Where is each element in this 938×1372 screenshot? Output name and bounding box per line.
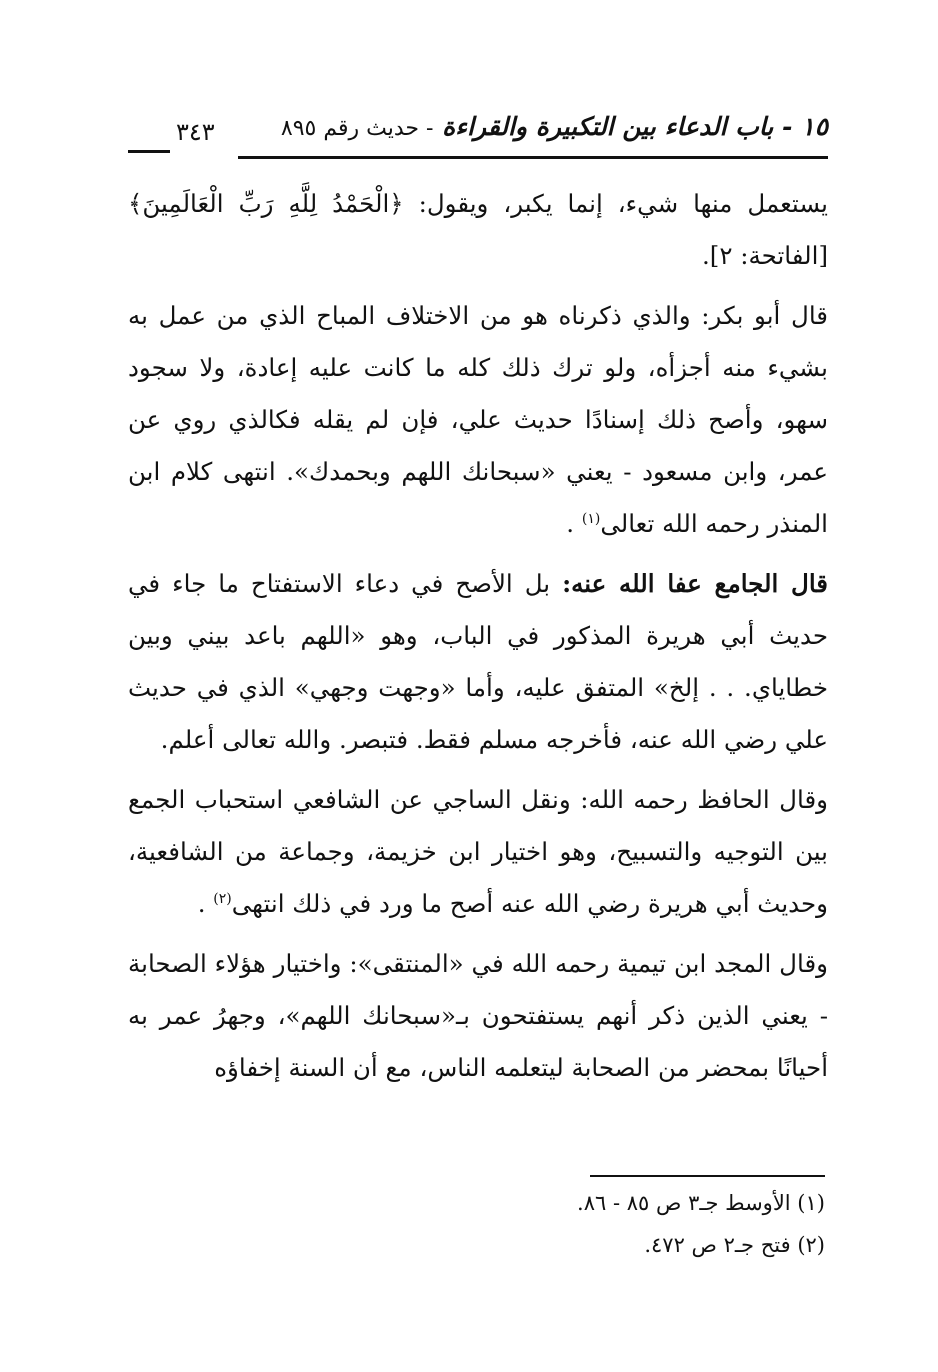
- footnote-ref: (١): [581, 510, 601, 527]
- paragraph-text: وقال الحافظ رحمه الله: ونقل الساجي عن الشافعي استحباب الجمع بين التوجيه والتسبيح، وهو اختيار ابن خزيمة، وجماعة من الشافعية، وحديث أبي هريرة رضي الله عنه أصح ما ورد في ذلك انتهى: [128, 785, 828, 918]
- page-header: [120, 112, 828, 162]
- page-number: ٣٤٣: [176, 118, 215, 146]
- paragraph: [128, 774, 828, 930]
- paragraph: [128, 290, 828, 550]
- paragraph-text: بل الأصح في دعاء الاستفتاح ما جاء في حديث أبي هريرة المذكور في الباب، وهو «اللهم باعد بيني وبين خطاياي. . . إلخ» المتفق عليه، وأما «وجهت وجهي» الذي في حديث علي رضي الله عنه، فأخرجه مسلم فقط. فتبصر. والله تعالى أعلم.: [128, 569, 828, 754]
- paragraph-lead: قال الجامع عفا الله عنه:: [562, 569, 828, 598]
- main-text: [128, 178, 828, 1102]
- footnote: (٢) فتح جـ٢ ص ٤٧٢.: [644, 1233, 825, 1257]
- header-rule: [238, 156, 828, 159]
- footnotes: [300, 1182, 825, 1266]
- chapter-title: [281, 112, 828, 141]
- paragraph-text: يستعمل منها شيء، إنما يكبر، ويقول: ﴿الْحَمْدُ لِلَّهِ رَبِّ الْعَالَمِينَ﴾ [الفاتحة: ٢].: [128, 189, 828, 270]
- page-number-rule: [128, 150, 170, 153]
- paragraph: [128, 938, 828, 1094]
- paragraph-end: .: [197, 889, 214, 918]
- paragraph: [128, 558, 828, 766]
- footnote: (١) الأوسط جـ٣ ص ٨٥ - ٨٦.: [577, 1191, 825, 1215]
- footnote-rule: [590, 1175, 825, 1177]
- footnote-ref: (٢): [213, 890, 232, 907]
- paragraph-text: قال أبو بكر: والذي ذكرناه هو من الاختلاف المباح الذي من عمل به بشيء منه أجزأه، ولو ترك ذلك كله ما كانت عليه إعادة، ولا سجود سهو، وأصح ذلك إسنادًا حديث علي، فإن لم يقله فكالذي روي عن عمر، وابن مسعود - يعني «سبحانك اللهم وبحمدك». انتهى كلام ابن المنذر رحمه الله تعالى: [128, 301, 828, 538]
- paragraph-text: وقال المجد ابن تيمية رحمه الله في «المنتقى»: واختيار هؤلاء الصحابة - يعني الذين ذكر أنهم يستفتحون بـ«سبحانك اللهم»، وجهرُ عمر به أحيانًا بمحضر من الصحابة ليتعلمه الناس، مع أن السنة إخفاؤه: [128, 949, 828, 1082]
- chapter-title-text: ١٥ - باب الدعاء بين التكبيرة والقراءة: [442, 112, 828, 141]
- paragraph-end: .: [566, 509, 582, 538]
- hadith-number: - حديث رقم ٨٩٥: [280, 116, 434, 141]
- paragraph: [128, 178, 828, 282]
